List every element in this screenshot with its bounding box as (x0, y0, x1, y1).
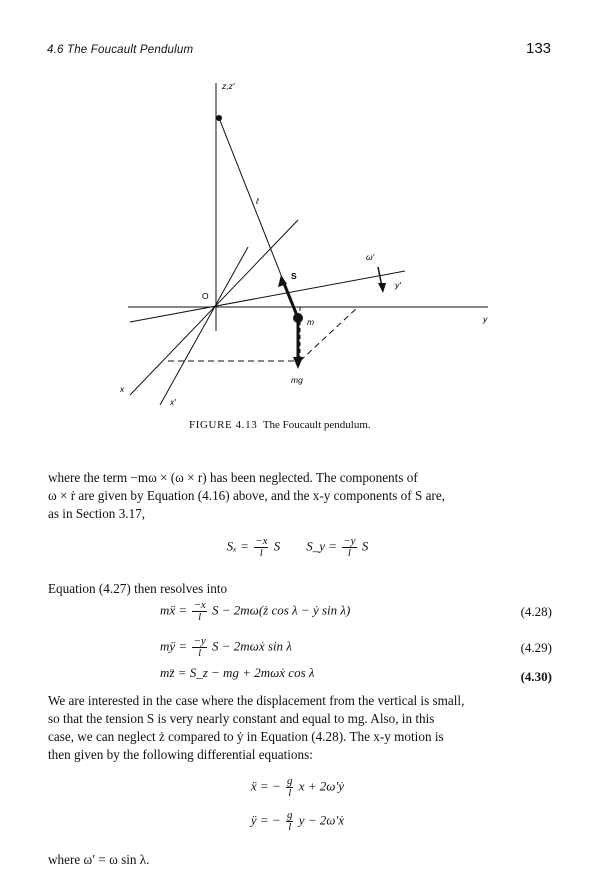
label-mass: m (307, 317, 315, 327)
label-z-axis: z,z′ (222, 81, 235, 91)
equation-x-motion: ẍ = − $\frac{g}{l}$ x + 2ω′ẏ (250, 775, 345, 799)
label-x-axis: x (120, 384, 125, 394)
label-length: ℓ (256, 196, 259, 206)
para2-line4: then given by the following differential equations: (48, 747, 313, 762)
resolve-line: Equation (4.27) then resolves into (48, 581, 228, 596)
para2-line1: We are interested in the case where the displacement from the vertical is small, (48, 693, 465, 708)
equation-4-28: mẍ = $\frac{-x}{l}$ S − 2mω(ż cos λ − ẏ sin λ) (4.28) (160, 599, 552, 623)
para1-line3: as in Section 3.17, (48, 506, 146, 521)
label-origin: O (202, 291, 209, 301)
label-y-axis: y (483, 314, 488, 324)
figure-caption-text: The Foucault pendulum. (262, 419, 371, 431)
label-omega-prime: ω′ (366, 252, 375, 262)
para2-line2: so that the tension S is very nearly constant and equal to mg. Also, in this (48, 711, 435, 726)
running-header-section: 4.6 The Foucault Pendulum (47, 44, 194, 56)
weight-arrowhead (293, 357, 303, 369)
equation-y-motion: ÿ = − $\frac{g}{l}$ y − 2ω′ẋ (250, 809, 345, 833)
equation-s-components: Sₓ = $\frac{-x}{l}$ S S_y = $\frac{-y}{l}$ S (226, 535, 369, 559)
label-x-prime: x′ (170, 397, 176, 407)
tension-arrow (283, 281, 298, 318)
equation-number-4-28: (4.28) (520, 604, 552, 619)
where-line: where ω′ = ω sin λ. (48, 852, 150, 867)
figure-caption-tag: FIGURE 4.13 (189, 419, 258, 431)
equation-number-4-29: (4.29) (520, 640, 552, 655)
para1-line1: where the term −mω × (ω × r) has been neglected. The components of (48, 470, 418, 485)
para2-line3: case, we can neglect ż compared to ẏ in Equation (4.28). The x-y motion is (48, 729, 444, 744)
label-weight: mg (291, 375, 303, 385)
suspension-point (216, 115, 222, 121)
para1-line2: ω × ṙ are given by Equation (4.16) above, and the x-y components of S are, (48, 488, 445, 503)
label-y-prime: y′ (395, 280, 401, 290)
y-prime-axis-line (130, 271, 405, 322)
x-prime-axis-line (160, 247, 248, 405)
figure-caption (189, 419, 371, 431)
equation-4-29: mÿ = $\frac{-y}{l}$ S − 2mωẋ sin λ (4.29) (160, 635, 552, 659)
equation-4-30: mz̈ = S_z − mg + 2mωẋ cos λ (4.30) (160, 665, 552, 684)
label-tension: S (291, 271, 297, 281)
foucault-pendulum-figure (0, 75, 595, 415)
projection-dashed-y (300, 307, 358, 361)
equation-number-4-30: (4.30) (520, 669, 552, 684)
omega-prime-arrowhead (378, 283, 386, 293)
page-number: 133 (526, 40, 552, 57)
